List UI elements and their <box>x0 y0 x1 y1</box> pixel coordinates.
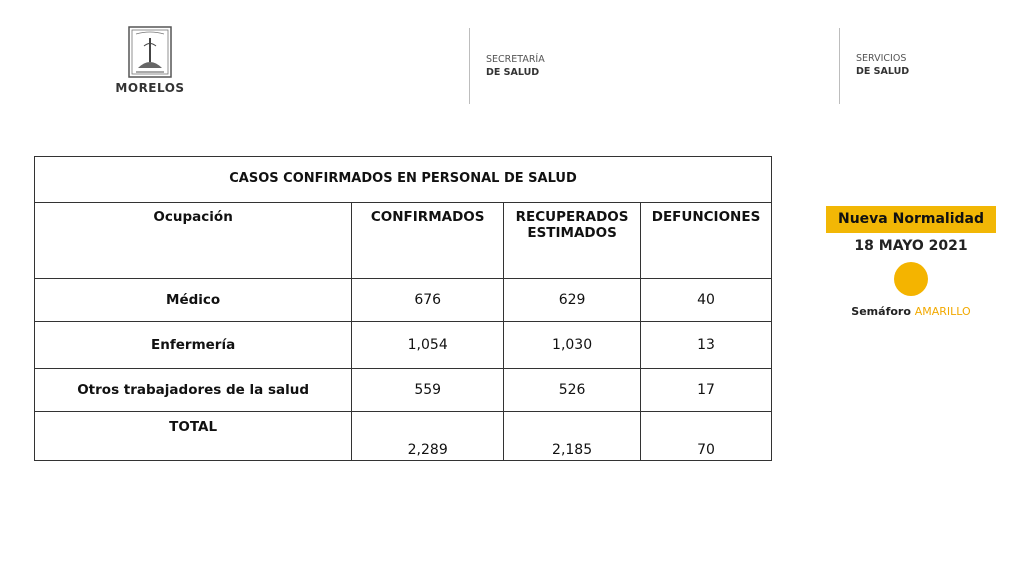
deaths-value: 17 <box>641 369 772 412</box>
column-header-deaths: DEFUNCIONES <box>641 203 772 279</box>
status-badge: Nueva Normalidad <box>826 206 996 233</box>
health-staff-cases-table <box>34 156 772 461</box>
confirmed-value: 676 <box>352 279 504 322</box>
table-row <box>35 369 772 412</box>
total-confirmed-value: 2,289 <box>352 412 504 461</box>
table-total-row <box>35 412 772 461</box>
row-label: Otros trabajadores de la salud <box>35 369 352 412</box>
total-deaths-value: 70 <box>641 412 772 461</box>
header-divider <box>469 28 470 104</box>
agency-servicios-line2: DE SALUD <box>856 66 910 77</box>
state-name: MORELOS <box>115 81 185 95</box>
table-row <box>35 279 772 322</box>
column-header-occupation: Ocupación <box>35 203 352 279</box>
agency-servicios-line1: SERVICIOS <box>856 53 907 64</box>
row-label: Enfermería <box>35 322 352 369</box>
recovered-value: 526 <box>504 369 641 412</box>
table-header-row <box>35 203 772 279</box>
deaths-value: 13 <box>641 322 772 369</box>
header-divider <box>839 28 840 104</box>
confirmed-value: 1,054 <box>352 322 504 369</box>
agency-secretaria <box>486 53 545 79</box>
traffic-light-dot-icon <box>894 262 928 296</box>
state-seal-icon <box>128 26 172 78</box>
semaforo-label: Semáforo <box>851 305 911 318</box>
status-date: 18 MAYO 2021 <box>854 238 968 254</box>
semaforo-value: AMARILLO <box>914 305 971 318</box>
agency-secretaria-line2: DE SALUD <box>486 67 540 78</box>
semaforo-status <box>826 305 996 318</box>
morelos-logo <box>112 26 188 95</box>
table-row <box>35 322 772 369</box>
total-label: TOTAL <box>35 412 352 461</box>
total-recovered-value: 2,185 <box>504 412 641 461</box>
confirmed-value: 559 <box>352 369 504 412</box>
table-title: CASOS CONFIRMADOS EN PERSONAL DE SALUD <box>35 157 772 203</box>
deaths-value: 40 <box>641 279 772 322</box>
recovered-value: 629 <box>504 279 641 322</box>
column-header-confirmed: CONFIRMADOS <box>352 203 504 279</box>
agency-secretaria-line1: SECRETARÍA <box>486 54 545 65</box>
column-header-recovered: RECUPERADOS ESTIMADOS <box>504 203 641 279</box>
row-label: Médico <box>35 279 352 322</box>
recovered-value: 1,030 <box>504 322 641 369</box>
agency-servicios <box>856 52 909 78</box>
status-panel <box>826 206 996 318</box>
